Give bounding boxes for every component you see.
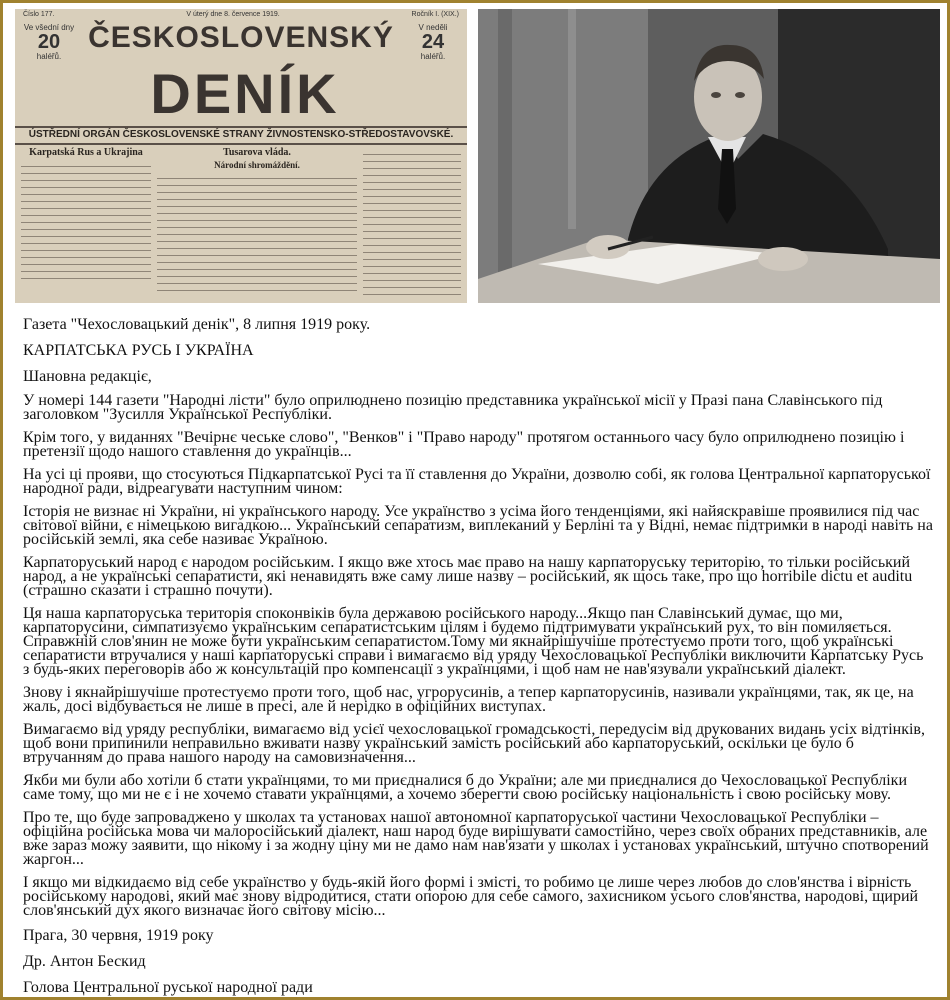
article-paragraph: Про те, що буде запроваджено у школах та установах нашої автономної карпаторуської частини Чехословацької Республіки – офіційна російська мова чи малоросійський діалект, наш народ буде вирішувати самостійно, через своїх обраних представників, але вже зараз можу заявити, що нікому і за жодну ціну ми не дамо нам нав'язати у школах і установах український, штучно спотворений жаргон... [23, 809, 929, 868]
column-2-heading: Tusarova vláda. [223, 147, 291, 158]
price-right: 24 [421, 31, 445, 53]
article-signatory-position: Голова Центральної руської народної ради [23, 979, 313, 996]
article-paragraph: І якщо ми відкидаємо від себе українство у будь-якій його формі і змісті, то робимо це лише через любов до слов'янства і вірність російському народові, який має знову відродитися, стати опорою для себе самого, захисником усього слов'янства, народові, щирий слов'янський дух якого визначає його світову місію... [23, 874, 919, 919]
price-left-label: Ve všední dny [23, 23, 75, 32]
column-2-subheading: Národní shromáždění. [214, 160, 300, 170]
newspaper-top-line [15, 9, 467, 21]
portrait-illustration [478, 9, 940, 303]
issue-year: Ročník I. (XIX.) [411, 11, 459, 18]
newspaper-column-2 [157, 147, 357, 297]
masthead-bottom: DENÍK [150, 62, 340, 125]
masthead-top: ČESKOSLOVENSKÝ [88, 21, 394, 54]
article-paragraph: Знову і якнайрішучіше протестуємо проти того, щоб нас, угрорусинів, а тепер карпаторусинів, називали українцями, так, як це, на жаль, досі відбувається не лише в пресі, але й нерідко в офіційних виступах. [23, 684, 914, 715]
issue-date: V úterý dne 8. července 1919. [186, 11, 280, 18]
price-right-unit: haléřů. [420, 52, 446, 61]
article-paragraph: Вимагаємо від уряду республіки, вимагаємо від усієї чехословацької громадськості, передусім від друкованих видань усіх відтінків, щоб вони припинили неправильно вживати назву український замість російський або карпаторуський, оскільки це було б втручанням до права нашого народу на самовизначення... [23, 721, 925, 766]
column-3-text-lines [363, 151, 461, 297]
article-place-date: Прага, 30 червня, 1919 року [23, 927, 214, 944]
article-paragraph: На усі ці прояви, що стосуються Підкарпатської Русі та її ставлення до України, дозволю собі, як голова Центральної карпаторуської народної ради, відреагувати наступним чином: [23, 466, 931, 497]
portrait-photo [478, 9, 940, 303]
column-2-text-lines [157, 175, 357, 295]
newspaper-column-1 [21, 147, 151, 297]
price-right-label: V neděli [418, 23, 448, 32]
article-paragraph: Історія не визнає ні України, ні українського народу. Усе українство з усіма його тенденціями, які найяскравіше проявилися під час світової війни, є німецькою вигадкою... Український сепаратизм, виплеканий у Берліні та у Відні, немає підтримки в народі навіть на російській землі, яка себе називає Україною. [23, 503, 933, 548]
column-1-heading: Karpatská Rus a Ukrajina [29, 147, 143, 158]
newspaper-clipping-image [15, 9, 467, 303]
article-heading: КАРПАТСЬКА РУСЬ І УКРАЇНА [23, 342, 254, 359]
article-paragraph: Ця наша карпаторуська територія споконвіків була державою російського народу...Якщо пан Славінський думає, що ми, карпаторусини, симпатизуємо українським сепаратистським цілям і будемо підтримувати український рух, то він помиляється. Справжній слов'янин не може бути українським сепаратистом.Тому ми якнайрішучіше протестуємо проти того, щоб українські сепаратисти втручалися у наші карпаторуські справи і вимагаємо від уряду Чехословацької Республіки виключити Карпатську Русь з будь-яких переговорів або ж консультацій про компенсації з українцями, і щоб нам не нав'язували український діалект. [23, 605, 924, 678]
article-signature: Др. Антон Бескид [23, 953, 146, 970]
article-paragraph: Крім того, у виданнях "Вечірнє чеське слово", "Венков" і "Право народу" протягом останнього часу було оприлюднено позицію і претензії щодо нашого ставлення до українців... [23, 429, 905, 460]
column-1-text-lines [21, 163, 151, 283]
price-left-unit: haléřů. [36, 52, 62, 61]
article-paragraph: У номері 144 газети "Народні лісти" було оприлюднено позицію представника української місії у Празі пана Славінського під заголовком "Зусилля Української Республіки. [23, 392, 883, 423]
article-caption: Газета "Чехословацький денік", 8 липня 1919 року. [23, 316, 371, 333]
newspaper-column-3 [363, 147, 461, 297]
newspaper-organ-line: ÚSTŘEDNÍ ORGÁN ČESKOSLOVENSKÉ STRANY ŽIVNOSTENSKO-STŘEDOSTAVOVSKÉ. [15, 126, 467, 145]
price-box-left [19, 23, 79, 95]
article-greeting: Шановна редакціє, [23, 368, 152, 385]
issue-number: Číslo 177. [23, 11, 55, 18]
price-left: 20 [37, 31, 61, 53]
price-box-right [403, 23, 463, 95]
article-text [23, 316, 933, 1000]
article-paragraph: Карпаторуський народ є народом російським. І якщо вже хтось має право на нашу карпаторуську територію, то тільки російський народ, а не українські сепаратисти, які ненавидять вже саму лише назву – російський, як щось таке, про що horribile dictu et auditu (страшно сказати і страшно почути). [23, 554, 913, 599]
article-paragraph: Якби ми були або хотіли б стати українцями, то ми приєдналися б до України; але ми приєдналися до Чехословацької Республіки саме тому, що ми не є і не хочемо ставати українцями, а хочемо зберегти свою російську національність і свою російську мову. [23, 772, 908, 803]
